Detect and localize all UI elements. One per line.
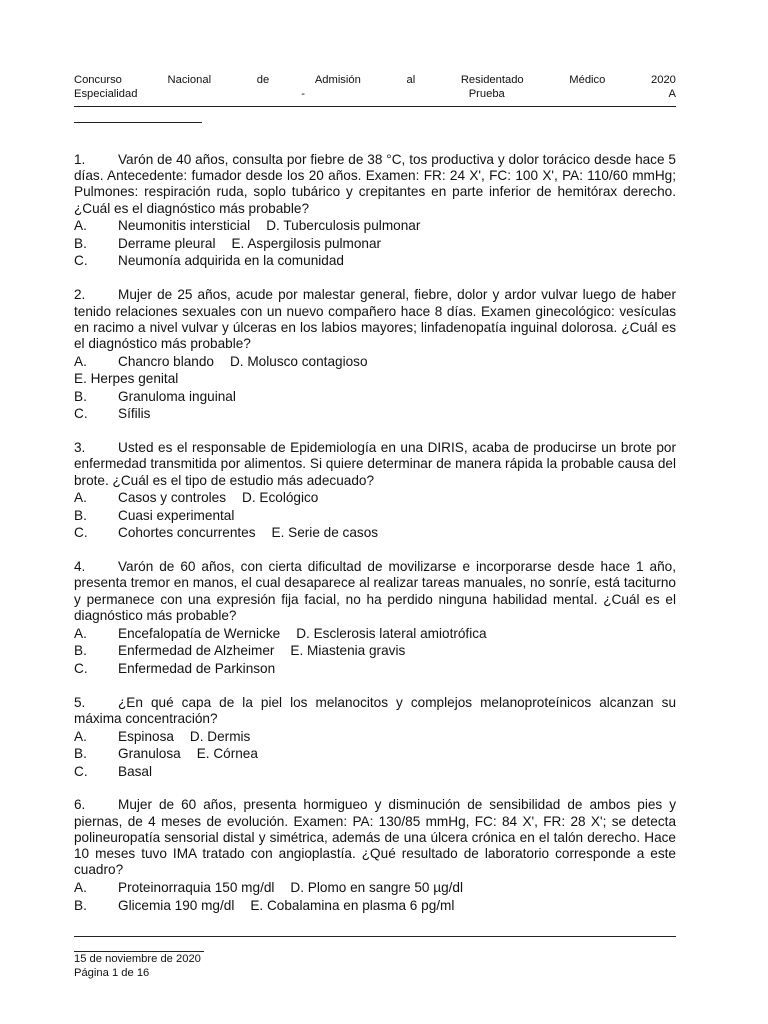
option-row xyxy=(74,235,676,253)
option-row xyxy=(74,406,676,424)
option-row xyxy=(74,253,676,271)
footer-date: 15 de noviembre de 2020 xyxy=(74,953,201,965)
option-text-secondary: D. Ecológico xyxy=(242,490,319,506)
option-letter: B. xyxy=(74,643,87,659)
option-letter: C. xyxy=(74,406,88,422)
option-row xyxy=(74,745,676,763)
option-letter: A. xyxy=(74,353,87,369)
question-text: Usted es el responsable de Epidemiología en una DIRIS, acaba de producirse un brote por enfermedad transmitida por alimentos. Si quiere determinar de manera rápida la probable causa del brote. ¿Cuál es el tipo de estudio más adecuado? xyxy=(74,440,676,488)
option-row xyxy=(74,763,676,781)
option-row xyxy=(74,660,676,678)
option-text: Cohortes concurrentes xyxy=(118,525,256,541)
footer-page-number: Página 1 de 16 xyxy=(74,966,150,979)
option-text: Neumonía adquirida en la comunidad xyxy=(118,253,344,269)
option-text: Enfermedad de Parkinson xyxy=(118,660,276,676)
footer-rule-short xyxy=(74,951,204,952)
header-word: al xyxy=(406,74,416,86)
option-text-secondary: D. Dermis xyxy=(189,728,251,744)
option-letter: B. xyxy=(74,746,87,762)
option-row xyxy=(74,897,676,915)
option-text: Granuloma inguinal xyxy=(118,388,236,404)
option-letter: A. xyxy=(74,490,87,506)
header-word: Prueba xyxy=(468,87,505,100)
question-text: ¿En qué capa de la piel los melanocitos y complejos melanoproteínicos alcanzan su máxima concentración? xyxy=(74,694,676,726)
option-row xyxy=(74,371,676,389)
option-letter: B. xyxy=(74,388,87,404)
header-rule xyxy=(74,106,676,107)
question-number: 3. xyxy=(74,440,86,456)
question-number: 4. xyxy=(74,559,86,575)
option-text: Derrame pleural xyxy=(118,235,216,251)
option-letter: C. xyxy=(74,253,88,269)
option-letter: A. xyxy=(74,728,87,744)
header-word: de xyxy=(256,74,270,86)
option-text: Encefalopatía de Wernicke xyxy=(118,625,281,641)
option-row xyxy=(74,643,676,661)
header-word: Médico xyxy=(569,74,606,86)
question-stem xyxy=(74,152,676,217)
option-text: Enfermedad de Alzheimer xyxy=(118,643,275,659)
question-list xyxy=(74,152,676,931)
question-text: Mujer de 25 años, acude por malestar general, fiebre, dolor y ardor vulvar luego de haber tenido relaciones sexuales con un nuevo compañero hace 8 días. Examen ginecológico: vesículas en racimo a nivel vulvar y úlceras en los labios mayores; linfadenopatía inguinal dolorosa. ¿Cuál es el diagnóstico más probable? xyxy=(74,287,676,351)
option-letter: B. xyxy=(74,507,87,523)
header-word: - xyxy=(301,87,305,100)
option-letter: A. xyxy=(74,218,87,234)
option-text: Sífilis xyxy=(118,406,151,422)
header-word: Residentado xyxy=(460,74,524,86)
header-word: Admisión xyxy=(314,74,361,86)
header-word: Especialidad xyxy=(74,87,138,100)
option-text-secondary: E. Cobalamina en plasma 6 pg/ml xyxy=(250,897,455,913)
option-text: Neumonitis intersticial xyxy=(118,218,251,234)
option-text: Cuasi experimental xyxy=(118,507,235,523)
question-5 xyxy=(74,695,676,781)
header-line-2 xyxy=(74,88,676,102)
option-text: Casos y controles xyxy=(118,490,227,506)
option-text: Glicemia 190 mg/dl xyxy=(118,897,235,913)
header-word: Concurso xyxy=(74,74,122,86)
option-row xyxy=(74,507,676,525)
option-letter: A. xyxy=(74,625,87,641)
document-header xyxy=(74,74,676,101)
option-text-secondary: D. Molusco contagioso xyxy=(229,353,368,369)
option-letter: B. xyxy=(74,235,87,251)
question-stem xyxy=(74,559,676,624)
option-row xyxy=(74,525,676,543)
question-stem xyxy=(74,797,676,878)
header-word: Nacional xyxy=(167,74,212,86)
option-letter: C. xyxy=(74,525,88,541)
footer-rule xyxy=(74,936,676,937)
question-stem xyxy=(74,287,676,352)
header-rule-short xyxy=(74,122,202,123)
option-text: Basal xyxy=(118,763,153,779)
option-text: Granulosa xyxy=(118,746,181,762)
option-text: Espinosa xyxy=(118,728,174,744)
option-row xyxy=(74,218,676,236)
question-number: 6. xyxy=(74,797,86,813)
question-number: 5. xyxy=(74,694,86,710)
question-text: Mujer de 60 años, presenta hormigueo y disminución de sensibilidad de ambos pies y piernas, de 4 meses de evolución. Examen: PA: 130/85 mmHg, FC: 84 X', FR: 28 X'; se detecta polineuropatía sensorial distal y simétrica, además de una úlcera crónica en el talón derecho. Hace 10 meses tuvo IMA tratado con angioplastía. ¿Qué resultado de laboratorio corresponde a este cuadro? xyxy=(74,797,676,878)
option-text-secondary: D. Tuberculosis pulmonar xyxy=(266,218,421,234)
option-text-secondary: E. Córnea xyxy=(196,746,258,762)
header-word: A xyxy=(668,87,676,100)
question-number: 2. xyxy=(74,287,86,303)
option-row xyxy=(74,728,676,746)
option-text: E. Herpes genital xyxy=(74,371,179,387)
option-text-secondary: D. Plomo en sangre 50 µg/dl xyxy=(290,880,463,896)
option-text: Proteinorraquia 150 mg/dl xyxy=(118,880,275,896)
option-letter: A. xyxy=(74,880,87,896)
question-number: 1. xyxy=(74,152,86,167)
header-word: 2020 xyxy=(651,74,676,86)
question-1 xyxy=(74,152,676,270)
option-letter: C. xyxy=(74,660,88,676)
option-text: Chancro blando xyxy=(118,353,214,369)
option-row xyxy=(74,879,676,897)
option-text-secondary: D. Esclerosis lateral amiotrófica xyxy=(296,625,487,641)
option-row xyxy=(74,388,676,406)
question-stem xyxy=(74,440,676,489)
question-4 xyxy=(74,559,676,677)
option-row xyxy=(74,625,676,643)
option-text-secondary: E. Aspergilosis pulmonar xyxy=(231,235,382,251)
option-letter: B. xyxy=(74,897,87,913)
document-footer xyxy=(74,953,201,980)
question-6 xyxy=(74,797,676,914)
question-text: Varón de 40 años, consulta por fiebre de 38 °C, tos productiva y dolor torácico desde hace 5 días. Antecedente: fumador desde los 20 años. Examen: FR: 24 X', FC: 100 X', PA: 110/60 mmHg; Pulmones: respiración ruda, soplo tubárico y crepitantes en parte inferior de hemitórax derecho. ¿Cuál es el diagnóstico más probable? xyxy=(74,152,676,216)
option-letter: C. xyxy=(74,763,88,779)
question-2 xyxy=(74,287,676,423)
header-line-1 xyxy=(74,74,676,88)
question-stem xyxy=(74,695,676,727)
option-text-secondary: E. Serie de casos xyxy=(271,525,379,541)
question-text: Varón de 60 años, con cierta dificultad de movilizarse e incorporarse desde hace 1 año, presenta tremor en manos, el cual desaparece al realizar tareas manuales, no sonríe, está taciturno y permanece con una expresión fija facial, no ha perdido ninguna habilidad mental. ¿Cuál es el diagnóstico más probable? xyxy=(74,559,676,623)
option-row xyxy=(74,490,676,508)
option-text-secondary: E. Miastenia gravis xyxy=(290,643,406,659)
question-3 xyxy=(74,440,676,542)
option-row xyxy=(74,353,676,371)
